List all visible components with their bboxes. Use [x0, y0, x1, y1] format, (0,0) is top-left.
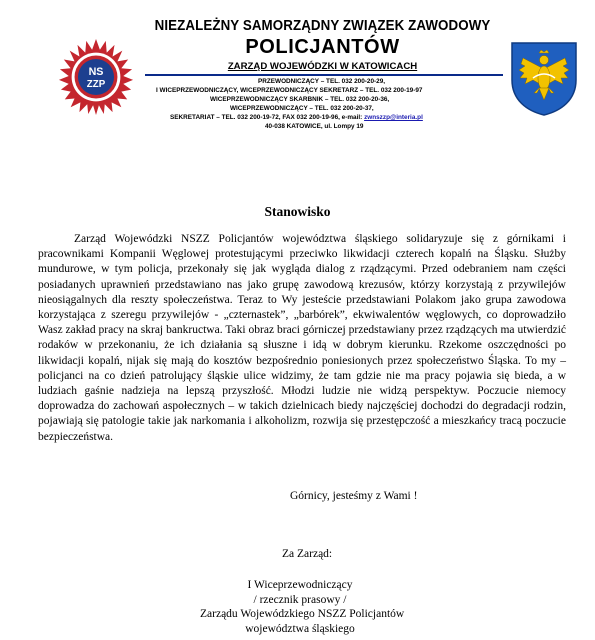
- badge-text-bottom: ZZP: [86, 78, 106, 90]
- union-name-line1: NIEZALEŻNY SAMORZĄDNY ZWIĄZEK ZAWODOWY: [154, 18, 491, 34]
- contact-chairman: PRZEWODNICZĄCY – TEL. 032 200-20-29,: [258, 78, 386, 85]
- closing-line: Górnicy, jesteśmy z Wami !: [290, 490, 418, 502]
- statement-body: Zarząd Wojewódzki NSZZ Policjantów województwa śląskiego solidaryzuje się z górnikami i pracownikami Kompanii Węglowej protestującymi przeciwko likwidacji czterech kopalń na Śląsku. Służby mundurowe, w tym policja, przekonały się jak wygląda dialog z rządzącymi. Przed odebraniem nam części posiadanych uprawnień przedstawiano nas jako grupę zawodową krezusów, którzy korzystają z przywilejów nieosiągalnych dla reszty społeczeństwa. Teraz to Wy jesteście przedstawiani Polakom jako grupa zawodowa korzystająca z szeregu przywilejów - „czternastek”, „barbórek”, ekwiwalentów węglowych, co doprowadziło Wasz zakład pracy na skraj bankructwa. Taki obraz braci górniczej przedstawiany przez rządzących ma utwierdzić rodaków w przekonaniu, że ich działania są słuszne i idą w dobrym kierunku. Rzekome oszczędności po likwidacji kopalń, nijak się mają do kosztów bezpośrednio poniesionych przez społeczeństwo Śląska. To my – policjanci na co dzień patrolujący śląskie ulice widzimy, że tam gdzie nie ma pracy pojawia się bieda, a w ludziach gaśnie nadzieja na lepszą przyszłość. Młodzi ludzie nie widzą perspektyw. Poczucie niemocy doprowadza do zachowań aspołecznych – w takich dzielnicach biedy najczęściej dochodzi do degradacji rodzin, pojawiają się patologie takie jak narkomania i alkoholizm, rozwija się przestępczość a mieszkańcy tracą poczucie bezpieczeństwa.: [38, 233, 566, 443]
- email-link[interactable]: zwnszzp@interia.pl: [364, 114, 423, 121]
- signature-line-3: Zarządu Wojewódzkiego NSZZ Policjantów: [200, 608, 405, 621]
- document-title: Stanowisko: [264, 204, 331, 219]
- signature-line-1: I Wiceprzewodniczący: [247, 579, 353, 591]
- signature-line-4: województwa śląskiego: [245, 622, 355, 635]
- contact-address: 40-038 KATOWICE, ul. Lompy 19: [265, 123, 364, 130]
- contact-secretariat-text: SEKRETARIAT – TEL. 032 200-19-72, FAX 032 200-19-96, e-mail:: [170, 114, 363, 121]
- contact-vice-chairman: WICEPRZEWODNICZĄCY – TEL. 032 200-20-37,: [230, 105, 374, 112]
- badge-text-top: NS: [88, 66, 104, 79]
- nszzp-badge-logo: [57, 38, 135, 116]
- contact-vice-secretary: I WICEPRZEWODNICZĄCY, WICEPRZEWODNICZĄCY SEKRETARZ – TEL. 032 200-19-97: [156, 87, 423, 94]
- contact-secretariat: [170, 114, 423, 121]
- contact-vice-treasurer: WICEPRZEWODNICZĄCY SKARBNIK – TEL. 032 200-20-36,: [210, 96, 390, 103]
- board-name: ZARZĄD WOJEWÓDZKI W KATOWICACH: [227, 61, 418, 72]
- silesia-crest-logo: [509, 40, 579, 116]
- signature-line-2: / rzecznik prasowy /: [253, 593, 347, 606]
- signature-block: [200, 578, 405, 636]
- header-rule: [145, 74, 503, 76]
- union-name-line2: POLICJANTÓW: [245, 36, 400, 58]
- signoff-intro: Za Zarząd:: [282, 548, 333, 560]
